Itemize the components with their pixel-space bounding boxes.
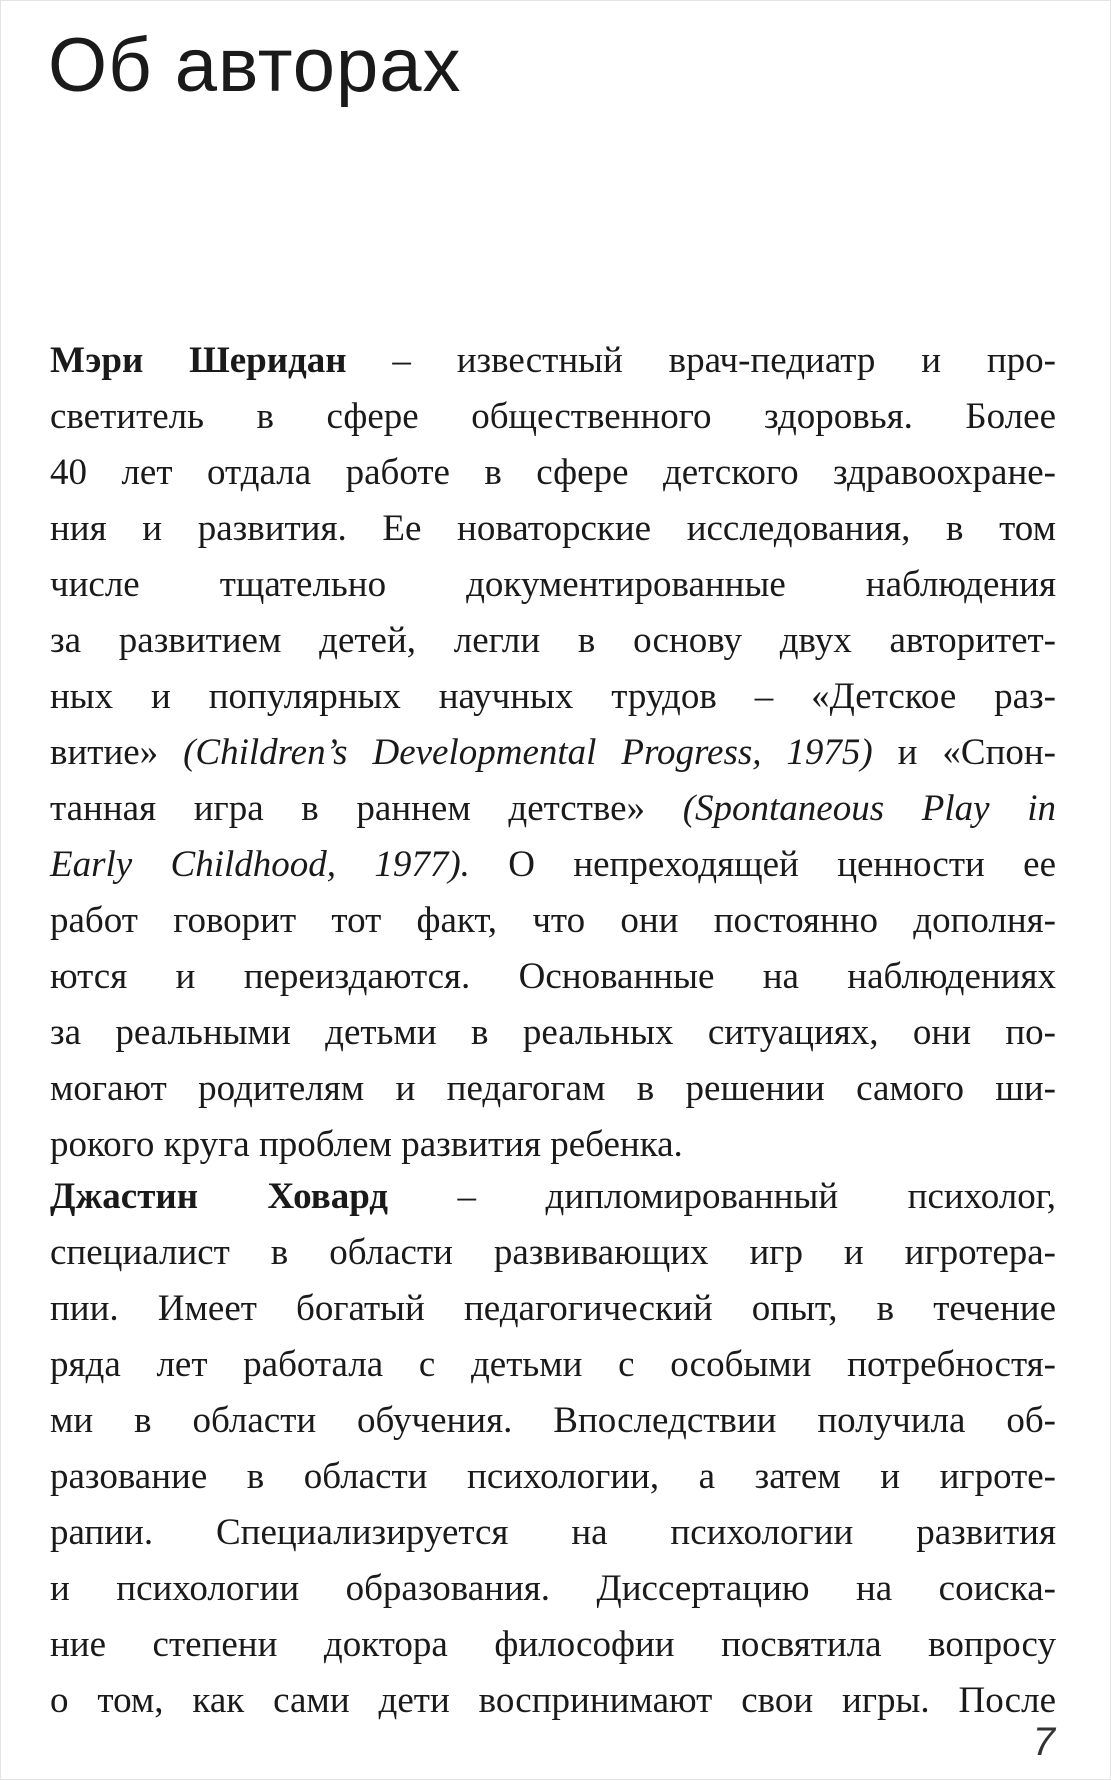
text-segment: ние степени доктора философии посвятила вопросу bbox=[50, 1624, 1056, 1665]
text-segment: о том, как сами дети воспринимают свои игры. После bbox=[50, 1680, 1056, 1721]
text-segment: работ говорит тот факт, что они постоянно дополня- bbox=[50, 900, 1056, 941]
text-line bbox=[50, 1617, 1056, 1673]
text-segment: ния и развития. Ее новаторские исследования, в том bbox=[50, 508, 1056, 549]
text-segment: – известный врач-педиатр и про- bbox=[346, 340, 1056, 381]
page-number: 7 bbox=[1032, 1720, 1055, 1764]
text-line bbox=[50, 1281, 1056, 1337]
text-line bbox=[50, 389, 1056, 445]
book-title-italic: Early Childhood, 1977). bbox=[50, 844, 470, 885]
text-line bbox=[50, 837, 1056, 893]
text-line bbox=[50, 1005, 1056, 1061]
page-title: Об авторах bbox=[48, 23, 462, 108]
text-segment: за реальными детьми в реальных ситуациях, они по- bbox=[50, 1012, 1056, 1053]
author-bio-howard bbox=[50, 1169, 1056, 1729]
author-name: Мэри Шеридан bbox=[50, 340, 347, 381]
text-line bbox=[50, 1449, 1056, 1505]
text-line bbox=[50, 1505, 1056, 1561]
text-line bbox=[50, 1169, 1056, 1225]
text-segment: специалист в области развивающих игр и игротера- bbox=[50, 1232, 1056, 1273]
text-line bbox=[50, 1337, 1056, 1393]
author-name: Джастин Ховард bbox=[50, 1176, 388, 1217]
text-line bbox=[50, 781, 1056, 837]
text-line bbox=[50, 725, 1056, 781]
text-line bbox=[50, 501, 1056, 557]
text-segment: светитель в сфере общественного здоровья. Более bbox=[50, 396, 1056, 437]
book-title-italic: (Spontaneous Play in bbox=[682, 788, 1057, 829]
text-line bbox=[50, 1673, 1056, 1729]
text-segment: пии. Имеет богатый педагогический опыт, в течение bbox=[50, 1288, 1056, 1329]
text-line bbox=[50, 1225, 1056, 1281]
text-segment: витие» bbox=[50, 732, 184, 773]
text-segment: и психологии образования. Диссертацию на соиска- bbox=[50, 1568, 1056, 1609]
text-line bbox=[50, 669, 1056, 725]
text-segment: ми в области обучения. Впоследствии получила об- bbox=[50, 1400, 1056, 1441]
author-bio-sheridan bbox=[50, 333, 1056, 1173]
text-segment: и «Спон- bbox=[872, 732, 1057, 773]
text-segment: 40 лет отдала работе в сфере детского здравоохране- bbox=[50, 452, 1056, 493]
text-line bbox=[50, 613, 1056, 669]
text-line bbox=[50, 1117, 1056, 1173]
text-line bbox=[50, 333, 1056, 389]
text-segment: за развитием детей, легли в основу двух авторитет- bbox=[50, 620, 1056, 661]
text-segment: рокого круга проблем развития ребенка. bbox=[50, 1124, 683, 1165]
text-segment: могают родителям и педагогам в решении самого ши- bbox=[50, 1068, 1056, 1109]
text-segment: – дипломированный психолог, bbox=[388, 1176, 1056, 1217]
text-segment: рапии. Специализируется на психологии развития bbox=[50, 1512, 1056, 1553]
text-segment: ных и популярных научных трудов – «Детское раз- bbox=[50, 676, 1056, 717]
text-line bbox=[50, 557, 1056, 613]
text-line bbox=[50, 1393, 1056, 1449]
text-line bbox=[50, 1061, 1056, 1117]
text-segment: ются и переиздаются. Основанные на наблюдениях bbox=[50, 956, 1056, 997]
text-segment: числе тщательно документированные наблюдения bbox=[50, 564, 1056, 605]
text-segment: танная игра в раннем детстве» bbox=[50, 788, 683, 829]
text-line bbox=[50, 1561, 1056, 1617]
book-title-italic: (Children’s Developmental Progress, 1975) bbox=[183, 732, 873, 773]
text-line bbox=[50, 445, 1056, 501]
text-line bbox=[50, 949, 1056, 1005]
text-segment: ряда лет работала с детьми с особыми потребностя- bbox=[50, 1344, 1056, 1385]
text-segment: разование в области психологии, а затем и игроте- bbox=[50, 1456, 1056, 1497]
text-segment: О непреходящей ценности ее bbox=[469, 844, 1057, 885]
text-line bbox=[50, 893, 1056, 949]
